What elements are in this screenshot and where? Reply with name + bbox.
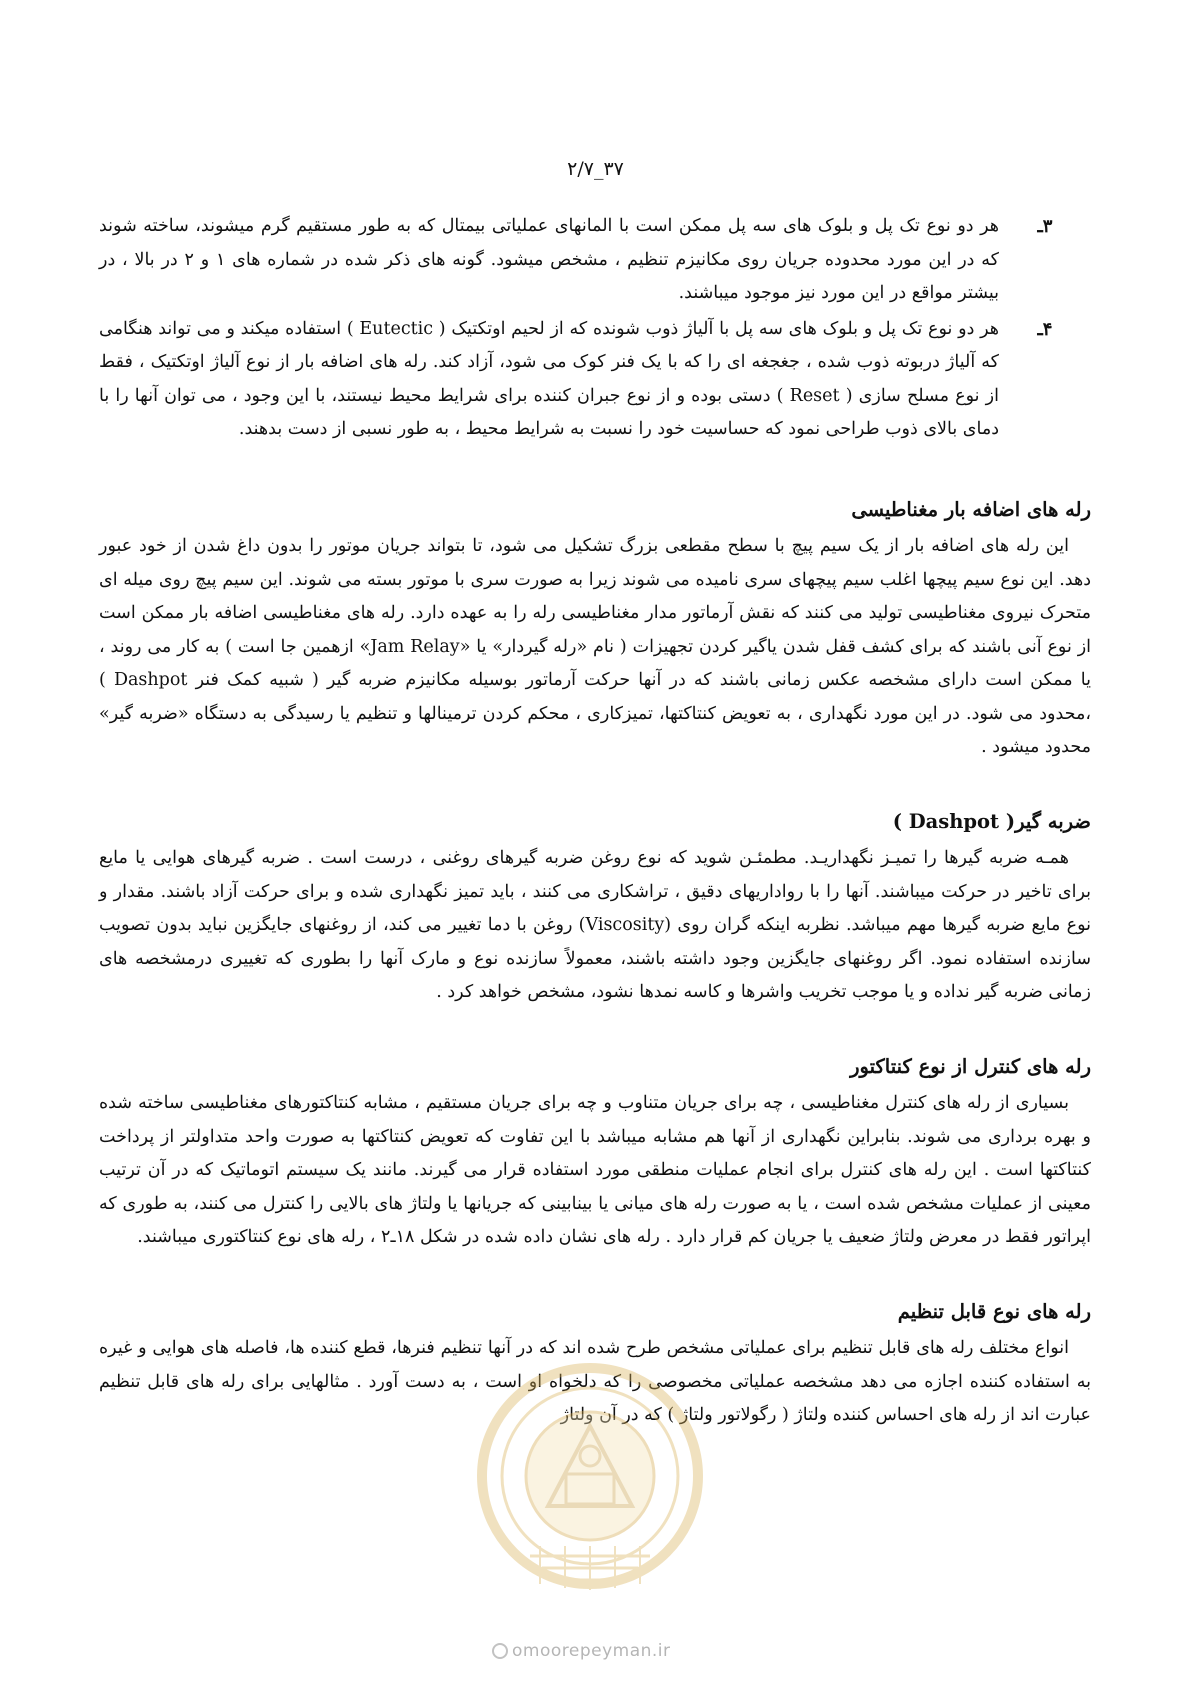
watermark-site-text	[492, 1641, 671, 1661]
page-content	[99, 210, 1091, 1433]
list-item-number: ۴ـ	[1037, 318, 1053, 340]
section-heading-adjustable-relays: رله های نوع قابل تنظیم	[897, 1299, 1091, 1323]
page-number: ۳۷_۲/۷	[567, 158, 624, 180]
section-paragraph: انواع مختلف رله های قابل تنظیم برای عملیاتی مشخص طرح شده اند که در آنها تنظیم فنرها، قطع کننده ها، فاصله های هوایی و غیره به استفاده کننده اجازه می دهد مشخصه عملیاتی مخصوصی را که دلخواه او است ، به دست آورد . مثالهایی برای رله های قابل تنظیم عبارت اند از رله های احساس کننده ولتاژ ( رگولاتور ولتاژ ) که در آن ولتاژ	[99, 1338, 1091, 1425]
list-item	[99, 313, 1091, 447]
list-item	[99, 210, 1091, 311]
watermark-site-label: omoorepeyman.ir	[512, 1641, 671, 1661]
list-item-number: ۳ـ	[1037, 216, 1053, 237]
instagram-icon	[492, 1643, 508, 1659]
list-item-text: هر دو نوع تک پل و بلوک های سه پل ممکن است با المانهای عملیاتی بیمتال که به طور مستقیم گرم میشوند، ساخته شوند که در این مورد محدوده جریان روی مکانیزم تنظیم ، مشخص میشود. گونه های ذکر شده در شماره های ۱ و ۲ در بالا ، در بیشتر مواقع در این مورد نیز موجود میباشند.	[99, 216, 999, 303]
section-heading-contactor-relays: رله های کنترل از نوع کنتاکتور	[850, 1054, 1091, 1078]
section-heading-magnetic-overload: رله های اضافه بار مغناطیسی	[851, 497, 1091, 521]
section-paragraph: این رله های اضافه بار از یک سیم پیچ با سطح مقطعی بزرگ تشکیل می شود، تا بتواند جریان موتور را بدون داغ شدن از خود عبور دهد. این نوع سیم پیچها اغلب سیم پیچهای سری نامیده می شوند زیرا به صورت سری با موتور بسته می شوند. این سیم پیچ روی میله ای متحرک نیروی مغناطیسی تولید می کنند که نقش آرماتور مدار مغناطیسی رله را به عهده دارد. رله های مغناطیسی اضافه بار ممکن است از نوع آنی باشند که برای کشف قفل شدن یاگیر کردن تجهیزات ( نام «رله گیردار» یا «Jam Relay» ازهمین جا است ) به کار می روند ، یا ممکن است دارای مشخصه عکس زمانی باشند که در آنها حرکت آرماتور بوسیله مکانیزم ضربه گیر ( شبیه کمک فنر Dashpot ) ،محدود می شود. در این مورد نگهداری ، به تعویض کنتاکتها، تمیزکاری ، محکم کردن ترمینالها و تنظیم یا رسیدگی به دستگاه «ضربه گیر» محدود میشود .	[99, 536, 1092, 757]
section-paragraph: بسیاری از رله های کنترل مغناطیسی ، چه برای جریان متناوب و چه برای جریان مستقیم ، مشابه کنتاکتورهای مغناطیسی ساخته شده و بهره برداری می شوند. بنابراین نگهداری از آنها هم مشابه میباشد با این تفاوت که تعویض کنتاکتها به صورت واحد متداولتر از پرداخت کنتاکتها است . این رله های کنترل برای انجام عملیات منطقی مورد استفاده قرار می گیرند. مانند یک سیستم اتوماتیک که در آن ترتیب معینی از عملیات مشخص شده است ، یا به صورت رله های میانی یا بینابینی که جریانها یا ولتاژ های بالایی را کنترل می کنند، به طوری که اپراتور فقط در معرض ولتاژ ضعیف یا جریان کم قرار دارد . رله های نشان داده شده در شکل ۱۸ـ۲ ، رله های نوع کنتاکتوری میباشند.	[99, 1093, 1091, 1247]
section-paragraph: همـه ضربه گیرها را تمیـز نگهداریـد. مطمئـن شوید که نوع روغن ضربه گیرهای روغنی ، درست است . ضربه گیرهای هوایی یا مایع برای تاخیر در حرکت میباشند. آنها را با رواداریهای دقیق ، تراشکاری می کنند ، باید تمیز نگهداری شده و برای حرکت آزاد باشند. مقدار و نوع مایع ضربه گیرها مهم میباشد. نظربه اینکه گران روی (Viscosity) روغن با دما تغییر می کند، از روغنهای جایگزین نباید بدون تصویب سازنده استفاده نمود. اگر روغنهای جایگزین وجود داشته باشند، معمولاً سازنده نوع و مارک آنها را بطوری که تغییری درمشخصه های زمانی ضربه گیر نداده و یا موجب تخریب واشرها و کاسه نمدها نشود، مشخص خواهد کرد .	[99, 848, 1091, 1002]
section-heading-dashpot: ضربه گیر( Dashpot )	[892, 809, 1091, 833]
list-item-text: هر دو نوع تک پل و بلوک های سه پل با آلیاژ ذوب شونده که از لحیم اوتکتیک ( Eutectic ) استفاده میکند و می تواند هنگامی که آلیاژ دربوته ذوب شده ، جغجغه ای را که با یک فنر کوک می شود، آزاد کند. رله های اضافه بار از نوع آلیاژ اوتکتیک ، فقط از نوع مسلح سازی ( Reset ) دستی بوده و از نوع جبران کننده برای شرایط محیط نیستند، با این وجود ، می توان آنها را با دمای بالای ذوب طراحی نمود که حساسیت خود را نسبت به شرایط محیط ، به طور نسبی از دست بدهند.	[99, 318, 999, 439]
